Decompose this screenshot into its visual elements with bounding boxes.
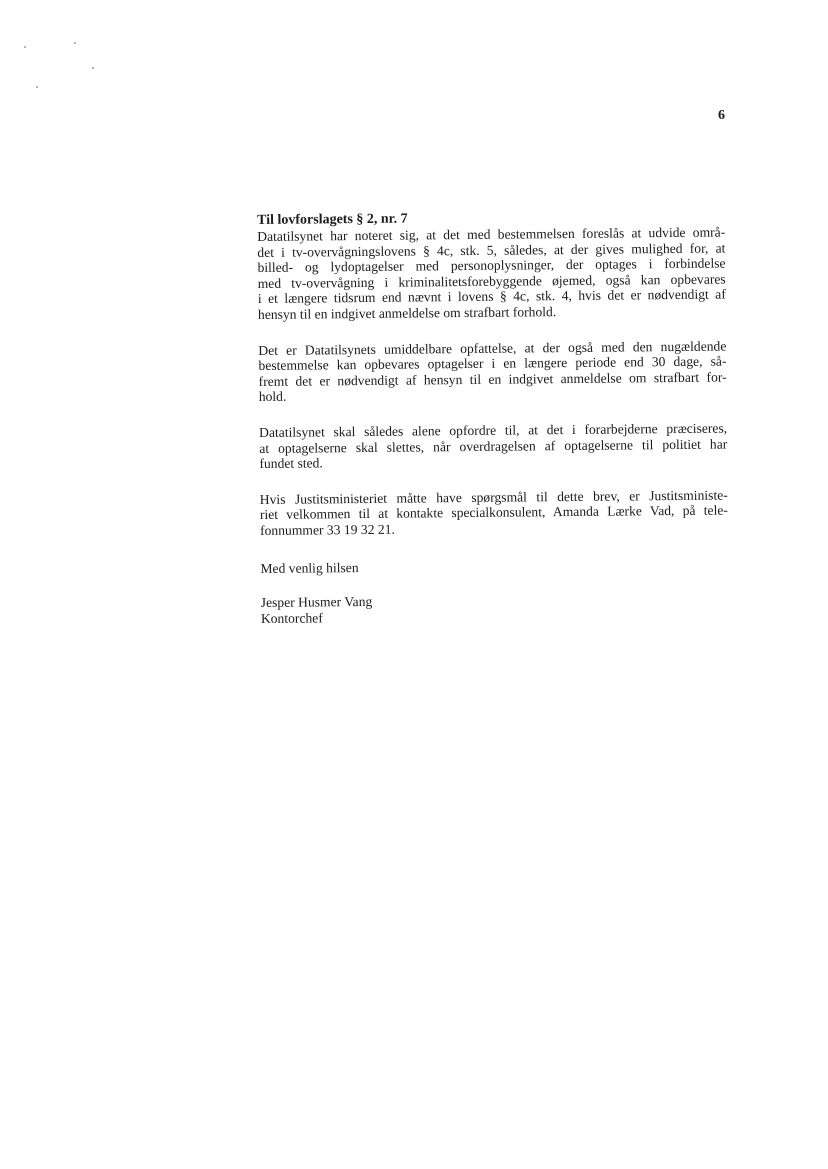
text-line: fremt det er nødvendigt af hensyn til en indgivet anmeldelse om strafbart for-: [258, 369, 727, 389]
letter-body: [257, 208, 729, 627]
text-line: fundet sted.: [259, 455, 323, 472]
text-line: det i tv-overvågningslovens § 4c, stk. 5, således, at der gives mulighed for, at: [257, 240, 726, 260]
paragraph-1: [257, 225, 726, 323]
signature-block: [261, 590, 729, 626]
paragraph-2: [258, 338, 727, 405]
paragraph-4: [260, 487, 728, 538]
text-line: at optagelserne skal slettes, når overdragelsen af optagelserne til politiet har: [259, 436, 728, 456]
text-line: billed- og lydoptagelser med personoplysninger, der optages i forbindelse: [257, 255, 726, 276]
signer-name: Jesper Husmer Vang: [260, 593, 373, 610]
scan-speck: [24, 46, 26, 48]
text-line: Det er Datatilsynets umiddelbare opfattelse, at der også med den nugældende: [258, 338, 727, 358]
closing-greeting: Med venlig hilsen: [260, 559, 359, 576]
text-line: riet velkommen til at kontakte specialkonsulent, Amanda Lærke Vad, på tele-: [259, 502, 728, 523]
scan-speck: [36, 86, 38, 88]
section-heading: Til lovforslagets § 2, nr. 7: [257, 211, 408, 228]
text-line: Datatilsynet har noteret sig, at det med bestemmelsen foreslås at udvide områ-: [257, 224, 726, 244]
text-line: Hvis Justitsministeriet måtte have spørgsmål til dette brev, er Justitsministe-: [259, 487, 728, 507]
scan-speck: [92, 67, 94, 69]
text-line: med tv-overvågning i kriminalitetsforebyggende øjemed, også kan opbevares: [257, 271, 726, 291]
text-line: i et længere tidsrum end nævnt i lovens § 4c, stk. 4, hvis det er nødvendigt af: [257, 286, 726, 307]
signer-title: Kontorchef: [260, 609, 323, 626]
text-line: hensyn til en indgivet anmeldelse om strafbart forhold.: [257, 304, 557, 322]
text-line: hold.: [258, 389, 287, 405]
text-line: Datatilsynet skal således alene opfordre til, at det i forarbejderne præciseres,: [259, 420, 728, 440]
page-number: 6: [718, 108, 725, 123]
scan-speck: [74, 42, 76, 44]
text-line: fonnummer 33 19 32 21.: [259, 521, 395, 538]
text-line: bestemmelse kan opbevares optagelser i en længere periode end 30 dage, så-: [258, 353, 727, 374]
paragraph-3: [259, 420, 727, 471]
